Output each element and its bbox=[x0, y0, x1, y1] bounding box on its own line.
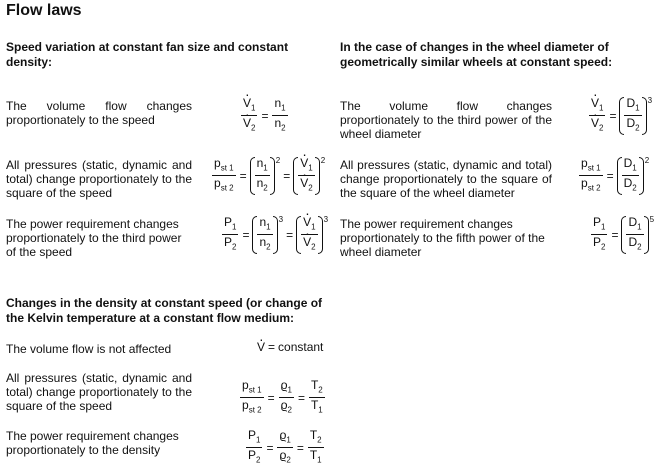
section-heading-speed: Speed variation at constant fan size and constant density: bbox=[6, 40, 289, 69]
desc-pressure-diameter: All pressures (static, dynamic and total) change proportionately to the square of the square of the wheel diameter bbox=[340, 158, 552, 200]
formula-pressure-speed: $\frac{p_{st 1}}{p_{st 2}}$ = $\frac{n_1}{n_2}$ 2 = · $V_1$ · $V_2$ 2 bbox=[211, 156, 325, 196]
desc-volume-flow-speed: The volume flow changes proportionately to the speed bbox=[6, 99, 192, 127]
formula-volume-flow-diameter: · $V_1$ · $V_2$ = $\frac{D_1}{D_2}$ 3 bbox=[588, 96, 652, 136]
page-title: Flow laws bbox=[6, 2, 82, 19]
desc-volume-flow-density: The volume flow is not affected bbox=[6, 342, 172, 356]
constant-label: constant bbox=[278, 340, 324, 354]
section-heading-diameter: In the case of changes in the wheel diameter of geometrically similar wheels at constant speed: bbox=[340, 40, 613, 69]
desc-power-speed: The power requirement changes proportionately to the third power of the speed bbox=[6, 217, 182, 259]
formula-pressure-diameter: $\frac{p_{st 1}}{p_{st 2}}$ = $\frac{D_1}{D_2}$ 2 bbox=[578, 156, 649, 196]
formula-volume-flow-density: · V = constant bbox=[257, 340, 323, 354]
desc-pressure-speed: All pressures (static, dynamic and total) change proportionately to the square of the speed bbox=[6, 158, 192, 200]
formula-power-diameter: $\frac{P_1}{P_2}$ = $\frac{D_1}{D_2}$ 5 bbox=[590, 215, 654, 255]
section-heading-density: Changes in the density at constant speed (or change of the Kelvin temperature at a constant flow medium: bbox=[6, 296, 323, 325]
desc-volume-flow-diameter: The volume flow changes proportionately to the third power of the wheel diameter bbox=[340, 99, 552, 141]
formula-power-density: $\frac{P_1}{P_2}$ = $\frac{ϱ_1}{ϱ_2}$ = $\frac{T_2}{T_1}$ bbox=[248, 428, 322, 465]
desc-power-density: The power requirement changes proportionately to the density bbox=[6, 429, 179, 457]
formula-power-speed: $\frac{P_1}{P_2}$ = $\frac{n_1}{n_2}$ 3 = · $V_1$ · $V_2$ 3 bbox=[221, 215, 328, 255]
desc-pressure-density: All pressures (static, dynamic and total) change proportionately to the square of the speed bbox=[6, 371, 192, 413]
formula-volume-flow-speed: · $V_1$ · $V_2$ = $\frac{n_1}{n_2}$ bbox=[240, 96, 289, 136]
desc-power-diameter: The power requirement changes proportionately to the fifth power of the wheel diameter bbox=[340, 217, 545, 259]
formula-pressure-density: $\frac{p_{st 1}}{p_{st 2}}$ = $\frac{ϱ_1}{ϱ_2}$ = $\frac{T_2}{T_1}$ bbox=[242, 378, 323, 415]
